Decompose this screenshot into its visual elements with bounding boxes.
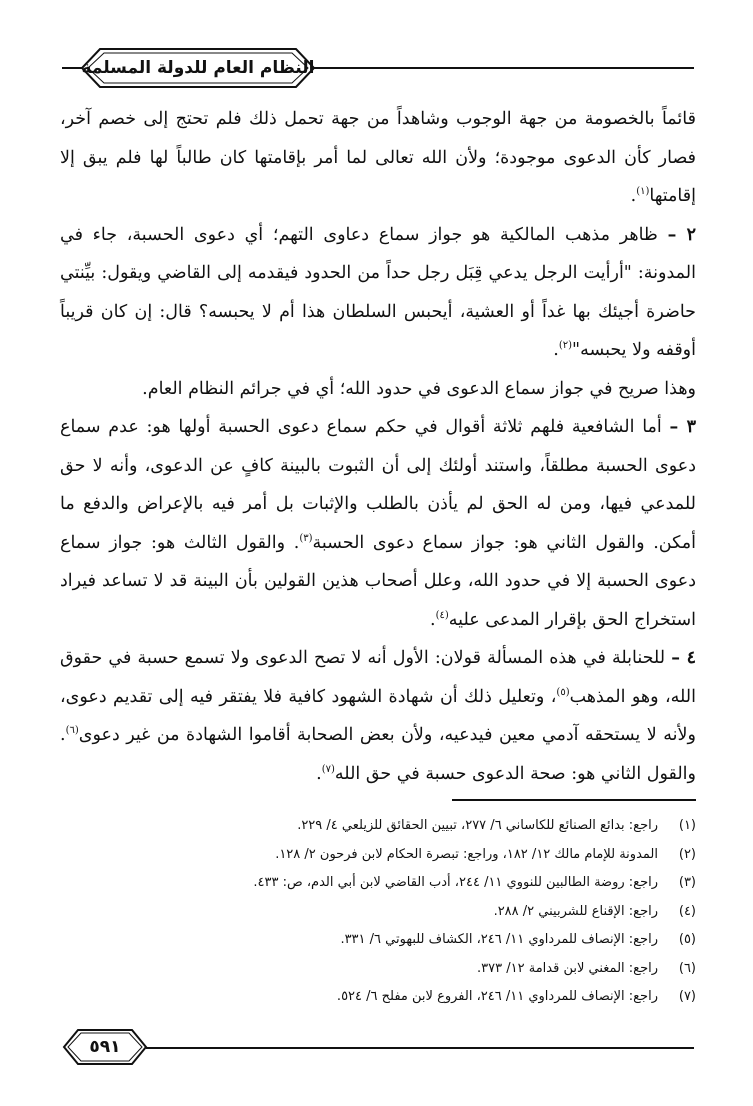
paragraph-5-text-b: ، وتعليل ذلك أن شهادة الشهود كافية فلا يفتقر فيه إلى تقديم دعوى، ولأنه لا يستحقه آدمي معين فيدعيه، ولأن بعض الصحابة أقاموا الشهادة من غير دعوى [60, 686, 696, 745]
footnote-number: (٧) [678, 989, 696, 1004]
footnote-number: (٢) [678, 846, 696, 862]
footnote-1 [60, 812, 696, 841]
footnote-number: (٤) [678, 903, 696, 919]
footnote-2 [60, 841, 696, 870]
footnote-ref-3: (٣) [299, 532, 313, 544]
footnote-text: راجع: بدائع الصنائع للكاساني ٦/ ٢٧٧، تبيين الحقائق للزيلعي ٤/ ٢٢٩. [297, 818, 658, 833]
footnote-ref-2: (٢) [558, 340, 573, 352]
footnote-6 [60, 955, 696, 984]
footnote-7 [60, 983, 696, 1012]
paragraph-1-text: قائماً بالخصومة من جهة الوجوب وشاهداً من جهة تحمل ذلك فلم تحتج إلى خصم آخر، فصار كأن الدعوى موجودة؛ ولأن الله تعالى لما أمر بإقامتها كان طالباً لها فلم يبق إلا إقامتها [60, 109, 696, 206]
footnotes [60, 812, 696, 1012]
footnote-text: راجع: روضة الطالبين للنووي ١١/ ٢٤٤، أدب القاضي لابن أبي الدم، ص: ٤٣٣. [253, 875, 658, 890]
running-header-title: النظام العام للدولة المسلمة [81, 58, 315, 78]
paragraph-5-text-a: للحنابلة في هذه المسألة قولان: الأول أنه لا تصح الدعوى ولا تسمع حسبة في حقوق الله، وهو المذهب [60, 648, 696, 707]
footnote-number: (٣) [678, 875, 696, 890]
paragraph-4-text-b: . والقول الثالث هو: جواز سماع دعوى الحسبة إلا في حدود الله، وعلل أصحاب هذين القولين بأن البينة قد لا تساعد فيراد استخراج الحق بإقرار المدعى عليه [60, 532, 696, 630]
footnote-ref-4: (٤) [435, 609, 449, 621]
footnote-number: (١) [678, 818, 696, 833]
page-number-badge [62, 1028, 148, 1066]
footnote-text: راجع: الإنصاف للمرداوي ١١/ ٢٤٦، الفروع لابن مفلح ٦/ ٥٢٤. [336, 989, 658, 1004]
footnote-separator [452, 799, 696, 801]
paragraph-2: ٢ – ظاهر مذهب المالكية هو جواز سماع دعاوى التهم؛ أي دعوى الحسبة، جاء في المدونة: "أرأيت الرجل يدعي قِبَل رجل حداً من الحدود فيقدمه إلى القاضي ويقول: بيِّنتي حاضرة أجيئك بها غداً أو العشية، أيحبس السلطان هذا أم لا يحبسه؟ قال: إن كان قريباً أوقفه ولا يحبسه"$^{(٢)}$. [60, 224, 696, 360]
footnote-ref-6: (٦) [65, 725, 79, 737]
paragraph-5-text-c: . والقول الثاني هو: صحة الدعوى حسبة في حق الله [60, 725, 696, 784]
footnote-number: (٦) [678, 960, 696, 976]
paragraph-2-text: ظاهر مذهب المالكية هو جواز سماع دعاوى التهم؛ أي دعوى الحسبة، جاء في المدونة: "أرأيت الرجل يدعي قِبَل رجل حداً من الحدود فيقدمه إلى القاضي ويقول: بيِّنتي حاضرة أجيئك بها غداً أو العشية، أيحبس السلطان هذا أم لا يحبسه؟ قال: إن كان قريباً أوقفه ولا يحبسه" [60, 224, 696, 360]
footnote-text: المدونة للإمام مالك ١٢/ ١٨٢، وراجع: تبصرة الحكام لابن فرحون ٢/ ١٢٨. [275, 846, 658, 862]
running-header [80, 47, 316, 89]
page-number: ٥٩١ [89, 1037, 121, 1057]
footnote-ref-5: (٥) [556, 686, 570, 698]
footnote-text: راجع: الإنصاف للمرداوي ١١/ ٢٤٦، الكشاف للبهوتي ٦/ ٣٣١. [340, 932, 658, 947]
footnote-text: راجع: المغني لابن قدامة ١٢/ ٣٧٣. [477, 960, 658, 976]
paragraph-3-text: وهذا صريح في جواز سماع الدعوى في حدود الله؛ أي في جرائم النظام العام. [142, 378, 696, 399]
paragraph-3 [60, 370, 696, 409]
paragraph-4-text-a: أما الشافعية فلهم ثلاثة أقوال في حكم سماع دعوى الحسبة أولها هو: عدم سماع دعوى الحسبة مطلقاً، واستند أولئك إلى أن الثبوت بالبينة كافٍ عن الدعوى، وأنه لا حق للمدعي فيها، ومن له الحق لم يأذن بالطلب والإثبات بل أمر فيه بالإعراض والدفع ما أمكن. والقول الثاني هو: جواز سماع دعوى الحسبة [60, 417, 697, 553]
item-number-4: ٤ – [671, 648, 696, 668]
paragraph-1: قائماً بالخصومة من جهة الوجوب وشاهداً من جهة تحمل ذلك فلم تحتج إلى خصم آخر، فصار كأن الدعوى موجودة؛ ولأن الله تعالى لما أمر بإقامتها كان طالباً لها فلم يبق إلا إقامتها$^{(١)}$. [60, 109, 696, 206]
footer-rule [146, 1047, 694, 1049]
footnote-3 [60, 869, 696, 898]
footnote-5 [60, 926, 696, 955]
paragraph-5: ٤ – للحنابلة في هذه المسألة قولان: الأول أنه لا تصح الدعوى ولا تسمع حسبة في حقوق الله، وهو المذهب$^{(٥)}$، وتعليل ذلك أن شهادة الشهود كافية فلا يفتقر فيه إلى تقديم دعوى، ولأنه لا يستحقه آدمي معين فيدعيه، ولأن بعض الصحابة أقاموا الشهادة من غير دعوى$^{(٦)}$. والقول الثاني هو: صحة الدعوى حسبة في حق الله$^{(٧)}$. [60, 648, 696, 784]
item-number-3: ٣ – [669, 417, 696, 437]
footnote-ref-7: (٧) [321, 763, 335, 775]
footnote-text: راجع: الإقناع للشربيني ٢/ ٢٨٨. [493, 903, 658, 919]
footnote-4 [60, 898, 696, 927]
footnote-ref-1: (١) [636, 186, 650, 198]
body-text [60, 100, 696, 793]
paragraph-4: ٣ – أما الشافعية فلهم ثلاثة أقوال في حكم سماع دعوى الحسبة أولها هو: عدم سماع دعوى الحسبة مطلقاً، واستند أولئك إلى أن الثبوت بالبينة كافٍ عن الدعوى، وأنه لا حق للمدعي فيها، ومن له الحق لم يأذن بالطلب والإثبات بل أمر فيه بالإعراض والدفع ما أمكن. والقول الثاني هو: جواز سماع دعوى الحسبة$^{(٣)}$. والقول الثالث هو: جواز سماع دعوى الحسبة إلا في حدود الله، وعلل أصحاب هذين القولين بأن البينة قد لا تساعد فيراد استخراج الحق بإقرار المدعى عليه$^{(٤)}$. [60, 417, 697, 630]
item-number-2: ٢ – [667, 224, 696, 245]
header-rule-right [312, 67, 694, 69]
footnote-number: (٥) [678, 932, 696, 947]
